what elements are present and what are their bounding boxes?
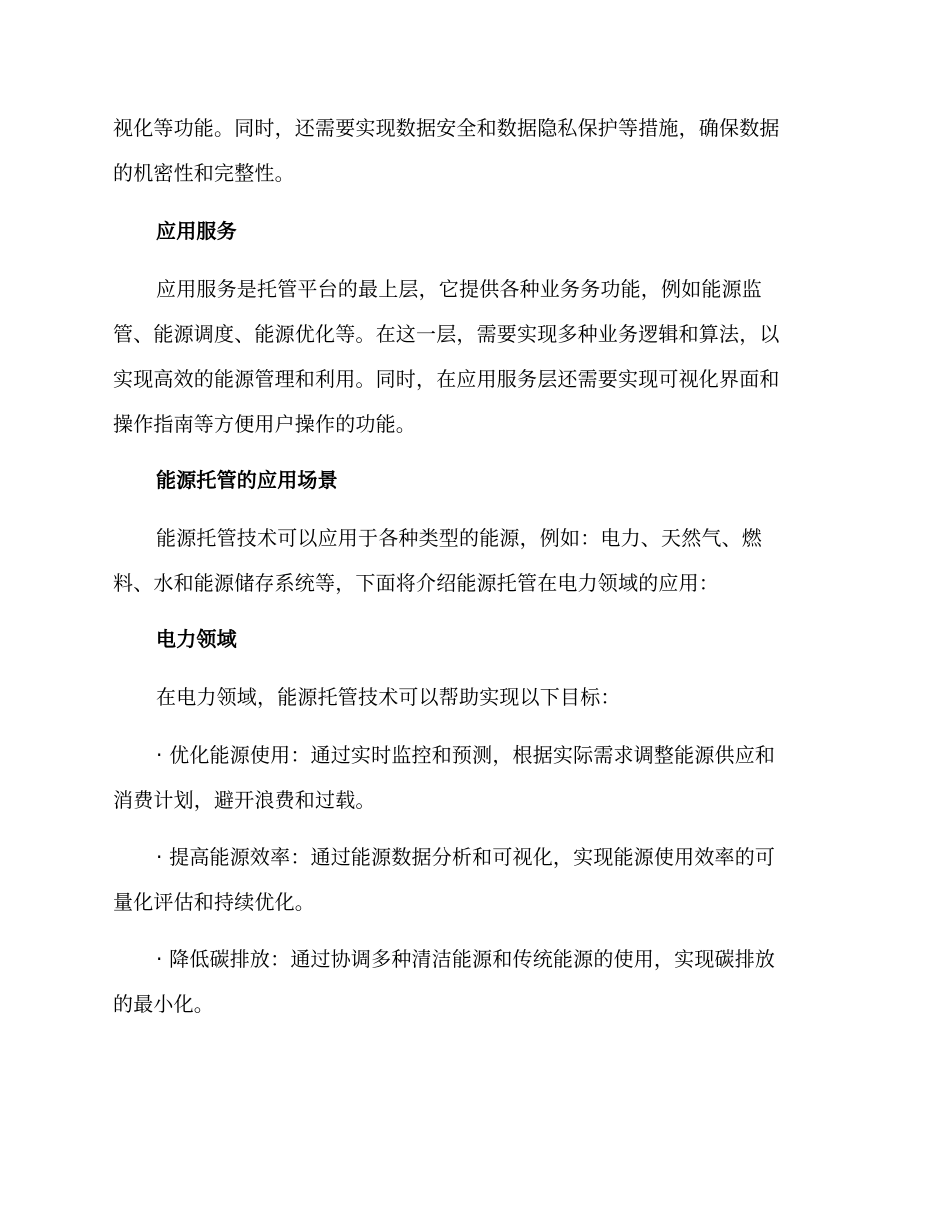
heading-power <box>113 617 833 662</box>
heading-scenarios <box>113 458 833 503</box>
paragraph-line: 实现高效的能源管理和利用。同时，在应用服务层还需要实现可视化界面和 <box>113 367 780 391</box>
heading-application-service <box>113 209 833 254</box>
paragraph-line: 在电力领域，能源托管技术可以帮助实现以下目标： <box>156 685 621 709</box>
paragraph-line: 料、水和能源储存系统等，下面将介绍能源托管在电力领域的应用： <box>113 571 719 595</box>
paragraph-intro <box>113 106 833 196</box>
bullet-line: · 优化能源使用：通过实时监控和预测，根据实际需求调整能源供应和 <box>156 743 776 767</box>
paragraph-power-intro <box>113 675 833 720</box>
bullet-item-efficiency <box>113 835 833 925</box>
heading-text: 电力领域 <box>156 627 237 651</box>
paragraph-line: 的机密性和完整性。 <box>113 161 295 185</box>
paragraph-application-service <box>113 267 833 447</box>
bullet-line: 的最小化。 <box>113 992 214 1016</box>
paragraph-line: 操作指南等方便用户操作的功能。 <box>113 412 416 436</box>
heading-text: 能源托管的应用场景 <box>156 468 338 492</box>
paragraph-scenarios <box>113 516 833 606</box>
heading-text: 应用服务 <box>156 219 237 243</box>
bullet-line: 消费计划，避开浪费和过载。 <box>113 788 376 812</box>
paragraph-line: 应用服务是托管平台的最上层，它提供各种业务务功能，例如能源监 <box>156 277 762 301</box>
paragraph-line: 能源托管技术可以应用于各种类型的能源，例如：电力、天然气、燃 <box>156 526 762 550</box>
bullet-item-carbon <box>113 937 833 1027</box>
bullet-item-optimize <box>113 733 833 823</box>
bullet-line: 量化评估和持续优化。 <box>113 890 315 914</box>
paragraph-line: 管、能源调度、能源优化等。在这一层，需要实现多种业务逻辑和算法，以 <box>113 322 780 346</box>
bullet-line: · 降低碳排放：通过协调多种清洁能源和传统能源的使用，实现碳排放 <box>156 947 776 971</box>
bullet-line: · 提高能源效率：通过能源数据分析和可视化，实现能源使用效率的可 <box>156 845 776 869</box>
paragraph-line: 视化等功能。同时，还需要实现数据安全和数据隐私保护等措施，确保数据 <box>113 116 780 140</box>
